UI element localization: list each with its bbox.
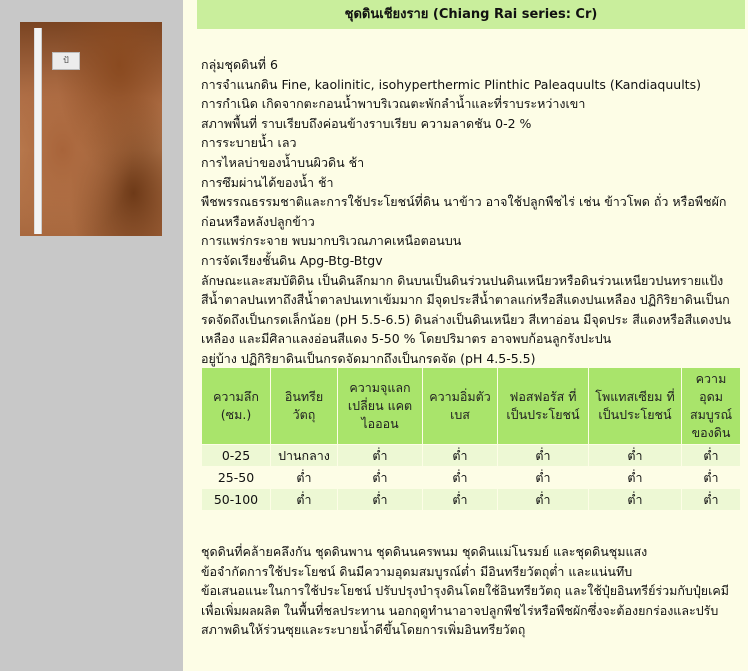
left-sidebar — [0, 0, 183, 671]
header-cec: ความจุแลก เปลี่ยน แคตไอออน — [338, 368, 423, 445]
text-line: การจัดเรียงชั้นดิน Apg-Btg-Btgv — [201, 252, 383, 268]
text-line: สภาพพื้นที่ ราบเรียบถึงค่อนข้างราบเรียบ ความลาดชัน 0-2 % — [201, 115, 532, 131]
cell-organic-matter: ต่ำ — [271, 467, 338, 489]
table-row — [202, 445, 741, 467]
note-line: สภาพดินให้ร่วนซุยและระบายน้ำดีขึ้นโดยการเพิ่มอินทรียวัตถุ — [201, 622, 526, 638]
text-line: ลักษณะและสมบัติดิน เป็นดินลึกมาก ดินบนเป็นดินร่วนปนดินเหนียวหรือดินร่วนเหนียวปนทรายแป้ง — [201, 272, 724, 288]
note-line: ข้อจำกัดการใช้ประโยชน์ ดินมีความอุดมสมบูรณ์ต่ำ มีอินทรียวัตถุต่ำ และแน่นทึบ — [201, 563, 633, 579]
text-line: การไหลบ่าของน้ำบนผิวดิน ช้า — [201, 154, 365, 170]
text-line: การแพร่กระจาย พบมากบริเวณภาคเหนือตอนบน — [201, 233, 462, 249]
cell-base-saturation: ต่ำ — [423, 467, 498, 489]
main-content — [197, 0, 748, 671]
text-line: พืชพรรณธรรมชาติและการใช้ประโยชน์ที่ดิน นาข้าว อาจใช้ปลูกพืชไร่ เช่น ข้าวโพด ถั่ว หรือพืชผัก — [201, 194, 727, 210]
text-line: การกำเนิด เกิดจากตะกอนน้ำพาบริเวณตะพักลำน้ำและที่ราบระหว่างเขา — [201, 96, 586, 112]
note-line: ชุดดินที่คล้ายคลึงกัน ชุดดินพาน ชุดดินนครพนม ชุดดินแม่โนรมย์ และชุดดินชุมแสง — [201, 544, 648, 559]
page-title: ชุดดินเชียงราย (Chiang Rai series: Cr) — [197, 0, 745, 29]
cell-potassium: ต่ำ — [589, 445, 682, 467]
header-organic-matter: อินทรีย วัตถุ — [271, 368, 338, 445]
table-row — [202, 467, 741, 489]
cell-organic-matter: ต่ำ — [271, 489, 338, 511]
cell-phosphorus: ต่ำ — [498, 467, 589, 489]
cell-fertility: ต่ำ — [682, 467, 741, 489]
measuring-ruler — [34, 28, 42, 234]
note-line: เพื่อเพิ่มผลผลิต ในพื้นที่ชลประทาน นอกฤดูทำนาอาจปลูกพืชไร่หรือพืชผักซึ่งจะต้องยกร่องและปรับ — [201, 602, 719, 618]
text-line: อยู่บ้าง ปฏิกิริยาดินเป็นกรดจัดมากถึงเป็นกรดจัด (pH 4.5-5.5) — [201, 350, 536, 366]
note-line: ข้อเสนอแนะในการใช้ประโยชน์ ปรับปรุงบำรุงดินโดยใช้อินทรียวัตถุ และใช้ปุ๋ยอินทรีย์ร่วมกับปุ๋ยเคมี — [201, 583, 729, 599]
text-line: การระบายน้ำ เลว — [201, 135, 297, 151]
cell-potassium: ต่ำ — [589, 467, 682, 489]
text-line: การจำแนกดิน Fine, kaolinitic, isohyperthermic Plinthic Paleaquults (Kandiaquults) — [201, 76, 701, 92]
header-fertility: ความอุดม สมบูรณ์ ของดิน — [682, 368, 741, 445]
table-row — [202, 489, 741, 511]
header-phosphorus: ฟอสฟอรัส ที่เป็นประโยชน์ — [498, 368, 589, 445]
text-line: รดจัดถึงเป็นกรดเล็กน้อย (pH 5.5-6.5) ดินล่างเป็นดินเหนียว สีเทาอ่อน มีจุดประ สีแดงหรือสีแดงปน — [201, 311, 731, 327]
cell-phosphorus: ต่ำ — [498, 489, 589, 511]
soil-profile-photo — [20, 22, 162, 236]
table-header-row — [202, 368, 741, 445]
cell-cec: ต่ำ — [338, 467, 423, 489]
cell-depth: 25-50 — [202, 467, 271, 489]
cell-potassium: ต่ำ — [589, 489, 682, 511]
text-line: สีน้ำตาลปนเทาถึงสีน้ำตาลปนเทาเข้มมาก มีจุดประสีน้ำตาลแก่หรือสีแดงปนเหลือง ปฏิกิริยาดินเป็นก — [201, 292, 730, 308]
text-line: เหลือง และมีศิลาแลงอ่อนสีแดง 5-50 % โดยปริมาตร อาจพบก้อนลูกรังปะปน — [201, 331, 612, 347]
cell-depth: 0-25 — [202, 445, 271, 467]
cell-cec: ต่ำ — [338, 489, 423, 511]
cell-fertility: ต่ำ — [682, 445, 741, 467]
text-line: กลุ่มชุดดินที่ 6 — [201, 57, 278, 72]
cell-phosphorus: ต่ำ — [498, 445, 589, 467]
cell-depth: 50-100 — [202, 489, 271, 511]
cell-fertility: ต่ำ — [682, 489, 741, 511]
soil-description — [201, 55, 745, 369]
text-line: การซึมผ่านได้ของน้ำ ช้า — [201, 174, 334, 190]
header-base-saturation: ความอิ่มตัว เบส — [423, 368, 498, 445]
cell-cec: ต่ำ — [338, 445, 423, 467]
cell-organic-matter: ปานกลาง — [271, 445, 338, 467]
soil-properties-table — [201, 367, 741, 511]
cell-base-saturation: ต่ำ — [423, 445, 498, 467]
text-line: ก่อนหรือหลังปลูกข้าว — [201, 213, 315, 229]
header-depth: ความลึก (ซม.) — [202, 368, 271, 445]
cell-base-saturation: ต่ำ — [423, 489, 498, 511]
photo-tag: ปั — [52, 52, 80, 70]
soil-notes — [201, 542, 745, 640]
header-potassium: โพแทสเซียม ที่เป็นประโยชน์ — [589, 368, 682, 445]
